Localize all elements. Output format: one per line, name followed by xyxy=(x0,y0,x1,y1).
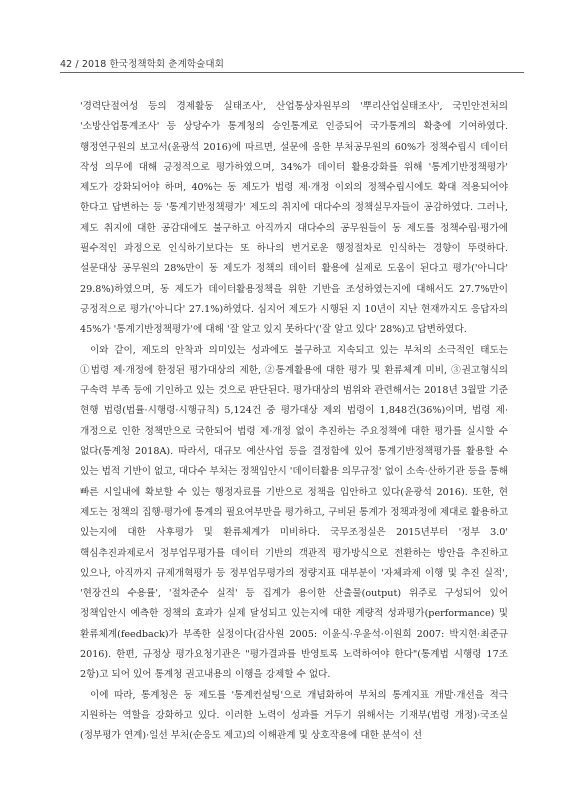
body-text xyxy=(80,97,508,747)
paragraph-1: '경력단절여성 등의 경제활동 실태조사', 산업통상자원부의 '뿌리산업실태조사', 국민안전처의 '소방산업통계조사' 등 상당수가 통계청의 승인통계로 인증되어 국가통계의 확충에 기여하였다. 행정연구원의 보고서(윤광석 2016)에 따르면, 설문에 응한 부처공무원의 60%가 정책수립시 데이터 작성 의무에 대해 긍정적으로 평가하였으며, 34%가 데이터 활용강화를 위해 '통계기반정책평가' 제도가 강화되어야 하며, 40%는 동 제도가 법령 제·개정 이외의 정책수립시에도 확대 적용되어야 한다고 답변하는 등 '통계기반정책평가' 제도의 취지에 대다수의 정책실무자들이 공감하였다. 그러나, 제도 취지에 대한 공감대에도 불구하고 아직까지 대다수의 공무원들이 동 제도를 정책수립·평가에 필수적인 과정으로 인식하기보다는 또 하나의 번거로운 행정절차로 인식하는 경향이 뚜렷하다. 설문대상 공무원의 28%만이 동 제도가 정책의 데이터 활용에 실제로 도움이 된다고 평가('아니다' 29.8%)하였으며, 동 제도가 데이터활용정책을 위한 기반을 조성하였는지에 대해서도 27.7%만이 긍정적으로 평가('아니다' 27.1%)하였다. 심지어 제도가 시행된 지 10년이 지난 현재까지도 응답자의 45%가 '통계기반정책평가'에 대해 '잘 알고 있지 못하다'('잘 알고 있다' 28%)고 답변하였다. xyxy=(80,101,508,336)
running-header: 42 / 2018 한국정책학회 춘계학술대회 xyxy=(60,59,224,70)
paragraph-3: 이에 따라, 통계청은 동 제도를 '통계컨설팅'으로 개념화하여 부처의 통계지표 개발·개선을 적극 지원하는 역할을 강화하고 있다. 이러한 노력이 성과를 거두기 위해서는 기재부(법령 개정)·국조실(정부평가 연계)·일선 부처(순응도 제고)의 이해관계 및 상호작용에 대한 분석이 선 xyxy=(80,689,508,742)
header-divider xyxy=(60,72,524,73)
paragraph-2: 이와 같이, 제도의 안착과 의미있는 성과에도 불구하고 지속되고 있는 부처의 소극적인 태도는 ①법령 제·개정에 한정된 평가대상의 제한, ②통계활용에 대한 평가 및 환류체계 미비, ③권고형식의 구속력 부족 등에 기인하고 있는 것으로 판단된다. 평가대상의 범위와 관련해서는 2018년 3월말 기준 현행 법령(법률·시행령·시행규칙) 5,124건 중 평가대상 제외 법령이 1,848건(36%)이며, 법령 제·개정으로 인한 정책만으로 국한되어 법령 제·개정 없이 추진하는 주요정책에 대한 평가를 실시할 수 없다(통계청 2018A). 따라서, 대규모 예산사업 등을 결정함에 있어 통계기반정책평가를 활용할 수 있는 법적 기반이 없고, 대다수 부처는 정책입안시 '데이터활용 의무규정' 없이 소속·산하기관 등을 통해 빠른 시일내에 확보할 수 있는 행정자료를 기반으로 정책을 입안하고 있다(윤광석 2016). 또한, 현 제도는 정책의 집행·평가에 통계의 필요여부만을 평가하고, 구비된 통계가 정책과정에 제대로 활용하고 있는지에 대한 사후평가 및 환류체계가 미비하다. 국무조정실은 2015년부터 '정부 3.0' 핵심추진과제로서 정부업무평가를 데이터 기반의 객관적 평가방식으로 전환하는 방안을 추진하고 있으나, 아직까지 규제개혁평가 등 정부업무평가의 정량지표 대부분이 '자체과제 이행 및 추진 실적', '현장건의 수용률', '절차준수 실적' 등 집계가 용이한 산출물(output) 위주로 구성되어 있어 정책입안시 예측한 정책의 효과가 실제 달성되고 있는지에 대한 계량적 성과평가(performance) 및 환류체계(feedback)가 부족한 실정이다(감사원 2005: 이윤식·우윤석·이원희 2007: 박지현·최준규 2016). 한편, 규정상 평가요청기관은 "평가결과를 반영토록 노력하여야 한다"(통계법 시행령 17조 2항)고 되어 있어 통계청 권고내용의 이행을 강제할 수 없다. xyxy=(80,344,508,681)
